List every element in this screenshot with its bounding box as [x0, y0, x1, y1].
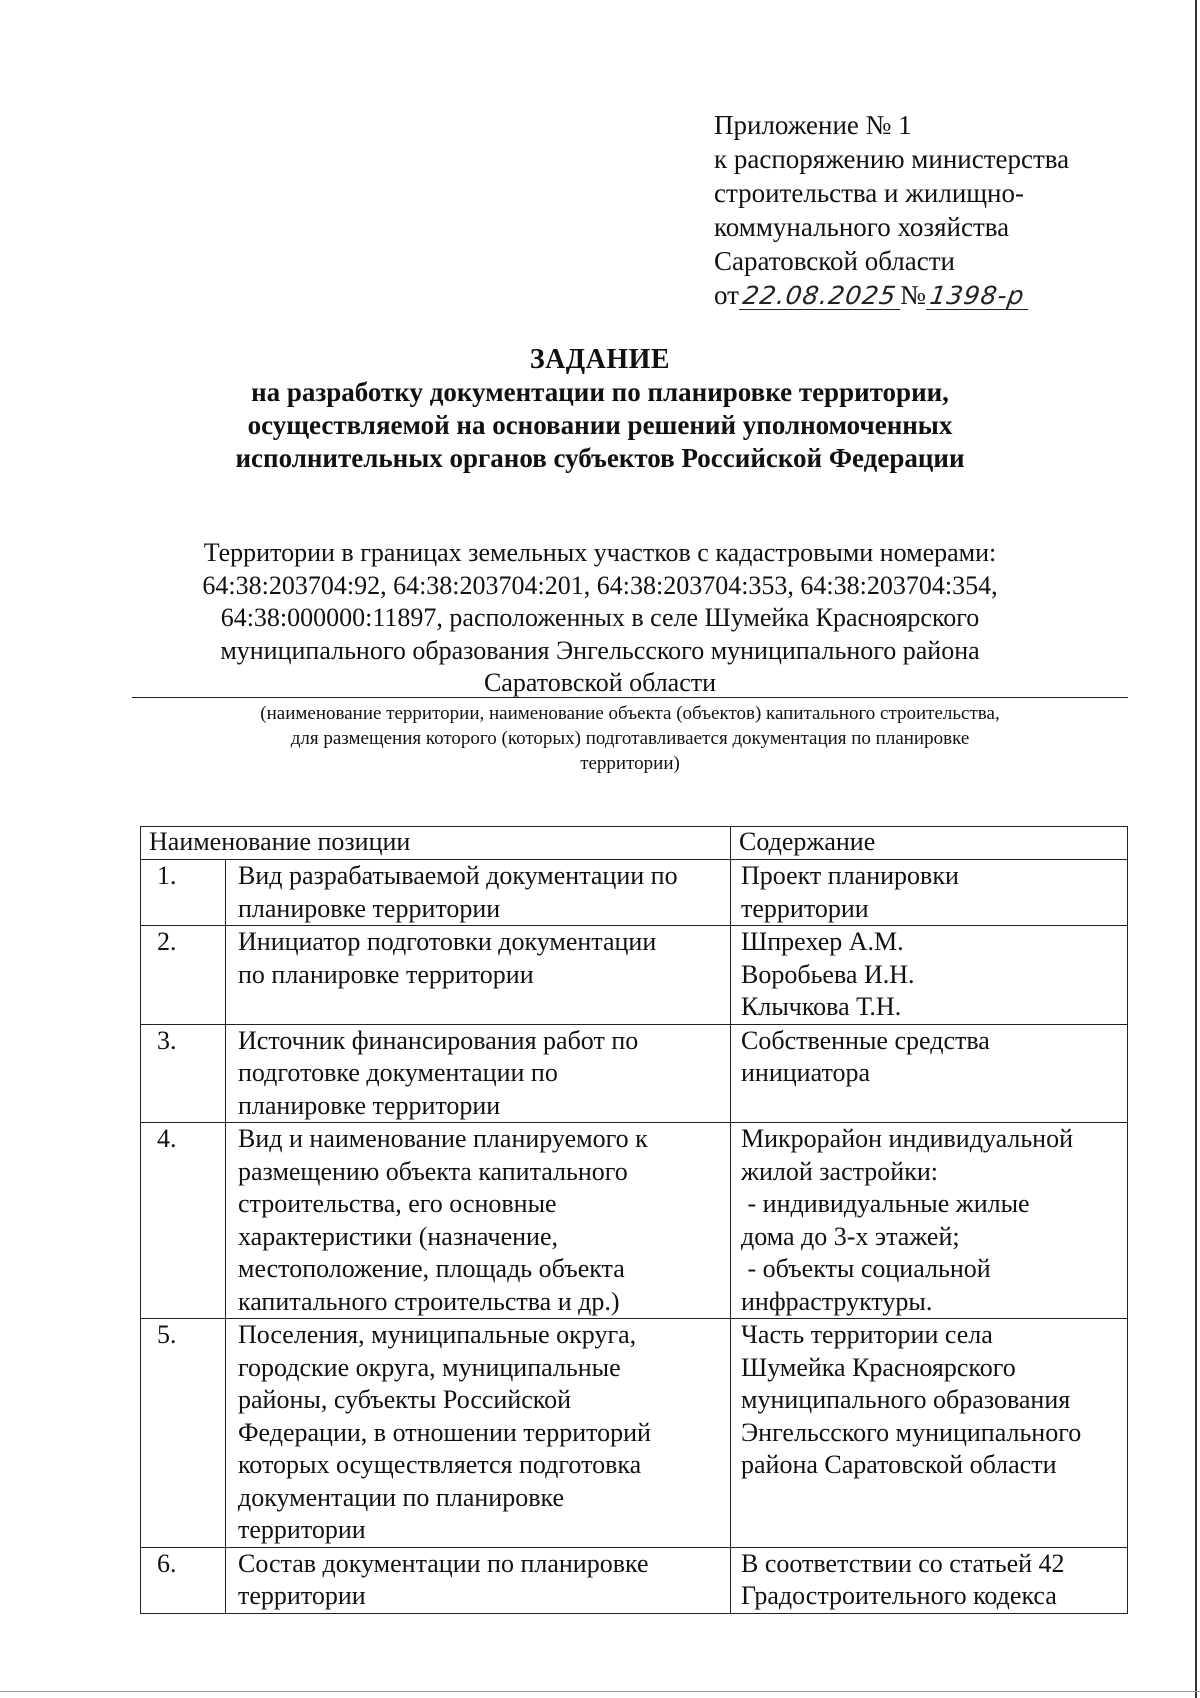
- row-position: [226, 1319, 731, 1548]
- position-line: Поселения, муниципальные округа,: [238, 1320, 637, 1349]
- position-line: планировке территории: [238, 893, 501, 923]
- row-number: 2.: [141, 926, 226, 1025]
- content-line: - объекты социальной: [741, 1254, 991, 1283]
- position-line: капитального строительства и др.): [238, 1286, 620, 1316]
- content-line: муниципального образования: [741, 1385, 1071, 1414]
- appendix-header: [714, 108, 1134, 312]
- position-line: местоположение, площадь объекта: [238, 1254, 625, 1283]
- header-content: Содержание: [731, 827, 1128, 860]
- territory-line: 64:38:203704:92, 64:38:203704:201, 64:38:203704:353, 64:38:203704:354,: [202, 570, 998, 600]
- number-prefix: №: [900, 280, 926, 310]
- appendix-line: коммунального хозяйства: [714, 212, 1010, 242]
- appendix-line: Приложение № 1: [714, 110, 912, 140]
- row-content: [731, 860, 1128, 926]
- content-line: инициатора: [741, 1058, 870, 1087]
- position-line: городские округа, муниципальные: [238, 1352, 621, 1382]
- row-position: [226, 926, 731, 1025]
- position-line: планировке территории: [238, 1090, 501, 1120]
- row-content: [731, 1319, 1128, 1548]
- caption-line: для размещения которого (которых) подготавливается документация по планировке: [290, 728, 970, 749]
- position-line: подготовке документации по: [238, 1058, 558, 1087]
- appendix-line: строительства и жилищно-: [714, 178, 1024, 208]
- position-line: Состав документации по планировке: [238, 1548, 649, 1578]
- caption-line: территории): [580, 753, 680, 774]
- content-line: Собственные средства: [741, 1025, 990, 1055]
- territory-underline: [132, 697, 1128, 698]
- row-content: [731, 1123, 1128, 1319]
- title-main: ЗАДАНИЕ: [529, 344, 671, 375]
- content-line: Клычкова Т.Н.: [741, 992, 902, 1021]
- row-number: 3.: [141, 1024, 226, 1123]
- position-line: районы, субъекты Российской: [238, 1385, 572, 1414]
- table-row: [141, 926, 1128, 1025]
- content-line: инфраструктуры.: [741, 1286, 933, 1316]
- content-line: Воробьева И.Н.: [741, 959, 915, 989]
- table-row: [141, 1024, 1128, 1123]
- territory-caption: [132, 701, 1128, 776]
- position-line: строительства, его основные: [238, 1189, 557, 1218]
- content-line: Градостроительного кодекса: [741, 1581, 1057, 1610]
- position-line: территории: [238, 1515, 366, 1544]
- caption-line: (наименование территории, наименование объекта (объектов) капитального строительства,: [260, 703, 1000, 724]
- row-content: [731, 1024, 1128, 1123]
- title-line: на разработку документации по планировке территории,: [251, 377, 949, 407]
- content-line: Шумейка Красноярского: [741, 1352, 1016, 1382]
- position-line: документации по планировке: [238, 1482, 564, 1512]
- position-line: характеристики (назначение,: [238, 1221, 558, 1251]
- position-line: которых осуществляется подготовка: [238, 1450, 642, 1479]
- row-position: [226, 1547, 731, 1613]
- position-line: Источник финансирования работ по: [238, 1025, 639, 1055]
- handwritten-date: 22.08.2025: [740, 281, 899, 310]
- table-row: [141, 1123, 1128, 1319]
- position-line: Федерации, в отношении территорий: [238, 1417, 651, 1447]
- date-prefix: от: [714, 280, 739, 310]
- territory-description: [90, 537, 1110, 700]
- position-line: Вид и наименование планируемого к: [238, 1124, 648, 1153]
- appendix-line: к распоряжению министерства: [714, 144, 1070, 174]
- territory-line: Саратовской области: [483, 668, 717, 697]
- table-row: [141, 1319, 1128, 1548]
- document-title: [100, 343, 1100, 475]
- content-line: Микрорайон индивидуальной: [741, 1124, 1074, 1153]
- task-table: [140, 826, 1128, 1614]
- row-number: 1.: [141, 860, 226, 926]
- table-header-row: [141, 827, 1128, 860]
- position-line: Инициатор подготовки документации: [238, 927, 657, 956]
- appendix-line: Саратовской области: [714, 246, 955, 276]
- content-line: территории: [741, 893, 869, 923]
- header-position: Наименование позиции: [141, 827, 731, 860]
- content-line: дома до 3-х этажей;: [741, 1221, 960, 1251]
- row-position: [226, 1024, 731, 1123]
- content-line: Энгельсского муниципального: [741, 1417, 1082, 1447]
- scan-edge: [1195, 0, 1197, 1698]
- row-number: 6.: [141, 1547, 226, 1613]
- content-line: жилой застройки:: [741, 1156, 938, 1186]
- title-line: осуществляемой на основании решений уполномоченных: [247, 410, 953, 440]
- date-field: [739, 282, 900, 310]
- content-line: Шпрехер А.М.: [741, 927, 904, 956]
- content-line: Проект планировки: [741, 861, 959, 890]
- content-line: В соответствии со статьей 42: [741, 1548, 1065, 1578]
- position-line: размещению объекта капитального: [238, 1156, 628, 1186]
- table-row: [141, 860, 1128, 926]
- territory-line: муниципального образования Энгельсского муниципального района: [220, 635, 980, 665]
- row-number: 4.: [141, 1123, 226, 1319]
- handwritten-number: 1398-р: [927, 281, 1027, 310]
- row-content: [731, 926, 1128, 1025]
- territory-line: Территории в границах земельных участков с кадастровыми номерами:: [203, 538, 997, 567]
- position-line: территории: [238, 1581, 366, 1610]
- appendix-date-line: [714, 278, 1134, 312]
- scan-edge-bottom: [0, 1691, 1200, 1692]
- table-row: [141, 1547, 1128, 1613]
- position-line: по планировке территории: [238, 959, 534, 989]
- position-line: Вид разрабатываемой документации по: [238, 861, 678, 890]
- number-field: [926, 282, 1029, 310]
- content-line: - индивидуальные жилые: [741, 1189, 1030, 1218]
- row-position: [226, 1123, 731, 1319]
- row-position: [226, 860, 731, 926]
- row-content: [731, 1547, 1128, 1613]
- territory-line: 64:38:000000:11897, расположенных в селе Шумейка Красноярского: [220, 603, 980, 632]
- title-line: исполнительных органов субъектов Российской Федерации: [235, 443, 965, 473]
- row-number: 5.: [141, 1319, 226, 1548]
- content-line: района Саратовской области: [741, 1450, 1057, 1479]
- content-line: Часть территории села: [741, 1320, 993, 1349]
